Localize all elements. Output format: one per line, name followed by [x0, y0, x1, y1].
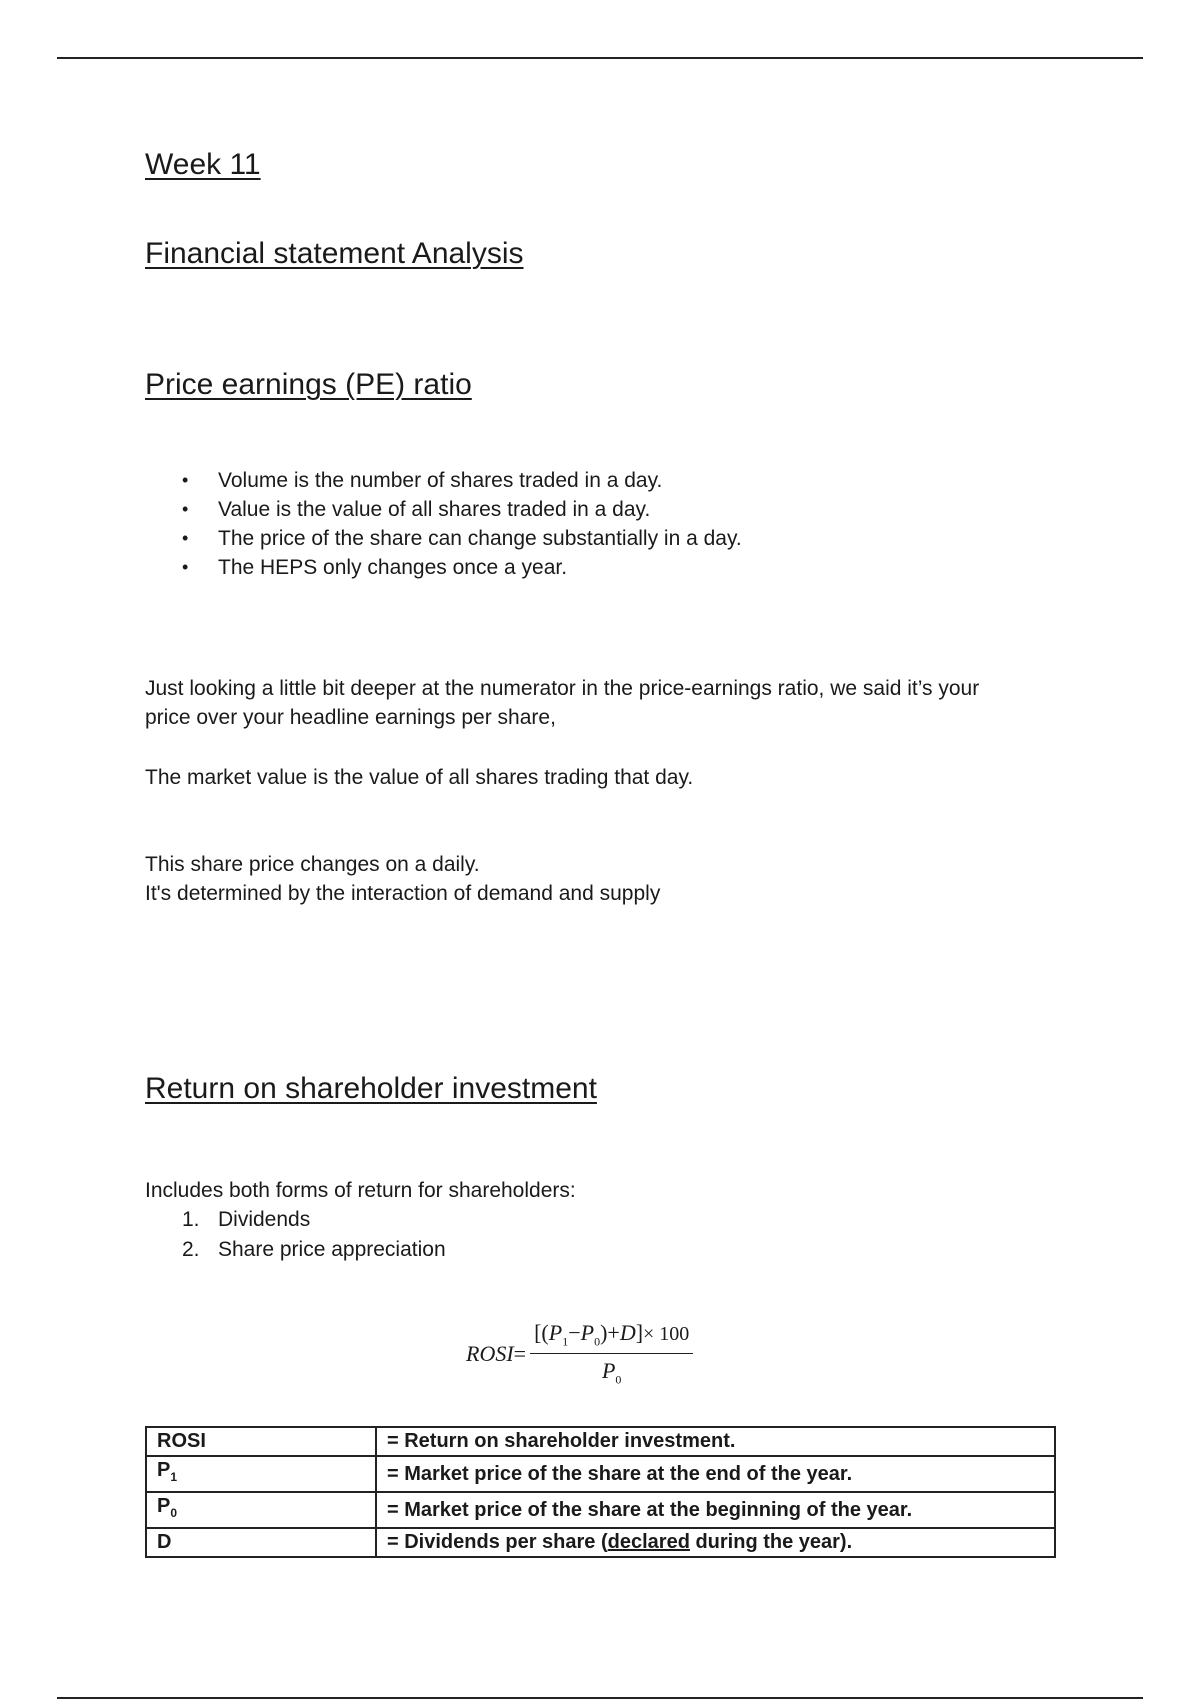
table-cell-definition	[376, 1528, 1055, 1557]
paragraph-line: This share price changes on a daily.	[145, 853, 480, 876]
formula-symbol-d: D	[619, 1320, 636, 1345]
definition-underlined-text: declared	[607, 1531, 690, 1553]
symbol-subscript: 0	[170, 1506, 178, 1520]
table-row	[146, 1528, 1055, 1557]
formula-symbol-p: P	[601, 1358, 616, 1384]
table-cell-symbol	[146, 1456, 376, 1492]
symbol-text: P	[157, 1495, 171, 1517]
table-row	[146, 1427, 1055, 1456]
symbol-text: P	[157, 1459, 171, 1481]
list-item: • Value is the value of all shares traded in a day.	[180, 495, 742, 524]
formula-times-100: × 100	[643, 1323, 690, 1345]
list-item: • The price of the share can change substantially in a day.	[180, 524, 742, 553]
header-rule	[57, 57, 1143, 59]
table-row	[146, 1492, 1055, 1528]
definition-text: during the year).	[689, 1531, 853, 1553]
formula-subscript: 0	[615, 1372, 622, 1387]
table-cell-definition: = Return on shareholder investment.	[376, 1427, 1055, 1456]
formula-subscript: 1	[562, 1334, 569, 1349]
list-item	[180, 1235, 446, 1265]
list-item-label: Dividends	[218, 1208, 311, 1231]
formula-bracket: [(	[534, 1320, 549, 1345]
paragraph-line: Just looking a little bit deeper at the numerator in the price-earnings ratio, we said it’s your	[145, 677, 980, 700]
pe-bullet-list	[180, 466, 742, 582]
list-item	[180, 1205, 446, 1235]
formula-subscript: 0	[594, 1334, 601, 1349]
formula-lhs	[466, 1341, 526, 1367]
rosi-numbered-list	[180, 1205, 446, 1265]
formula-fraction	[530, 1320, 693, 1388]
symbol-text: D	[157, 1531, 172, 1553]
rosi-definitions-table	[145, 1426, 1056, 1558]
paragraph-market-value: The market value is the value of all shares trading that day.	[145, 766, 694, 789]
table-cell-symbol	[146, 1528, 376, 1557]
list-item: • Volume is the number of shares traded in a day.	[180, 466, 742, 495]
table-row	[146, 1456, 1055, 1492]
formula-numerator	[530, 1320, 693, 1354]
formula-symbol-rosi: ROSI	[466, 1340, 514, 1366]
formula-minus: −	[568, 1320, 581, 1345]
document-title: Financial statement Analysis	[145, 237, 524, 270]
table-cell-symbol	[146, 1427, 376, 1456]
list-number: 1.	[182, 1208, 200, 1231]
pe-ratio-heading: Price earnings (PE) ratio	[145, 368, 472, 401]
symbol-text: ROSI	[157, 1430, 206, 1452]
week-heading: Week 11	[145, 148, 261, 181]
definition-text: = Dividends per share (	[387, 1531, 608, 1553]
list-number: 2.	[182, 1238, 200, 1261]
table-cell-definition: = Market price of the share at the beginning of the year.	[376, 1492, 1055, 1528]
footer-rule	[57, 1697, 1143, 1699]
formula-equals: =	[513, 1340, 527, 1366]
formula-symbol-p: P	[580, 1320, 595, 1345]
symbol-subscript: 1	[170, 1470, 178, 1484]
paragraph-line: price over your headline earnings per share,	[145, 706, 556, 729]
formula-paren: )	[600, 1320, 608, 1345]
table-cell-definition: = Market price of the share at the end of the year.	[376, 1456, 1055, 1492]
list-item: • The HEPS only changes once a year.	[180, 553, 742, 582]
rosi-intro: Includes both forms of return for shareholders:	[145, 1179, 576, 1202]
paragraph-share-price	[145, 850, 660, 908]
formula-denominator	[602, 1354, 621, 1387]
formula-symbol-p: P	[548, 1320, 563, 1345]
rosi-formula	[466, 1320, 693, 1388]
paragraph-numerator	[145, 674, 979, 732]
formula-bracket: ]	[635, 1320, 644, 1345]
list-item-label: Share price appreciation	[218, 1238, 446, 1261]
table-cell-symbol	[146, 1492, 376, 1528]
formula-plus: +	[607, 1320, 620, 1345]
paragraph-line: It's determined by the interaction of demand and supply	[145, 882, 661, 905]
rosi-heading: Return on shareholder investment	[145, 1072, 597, 1105]
